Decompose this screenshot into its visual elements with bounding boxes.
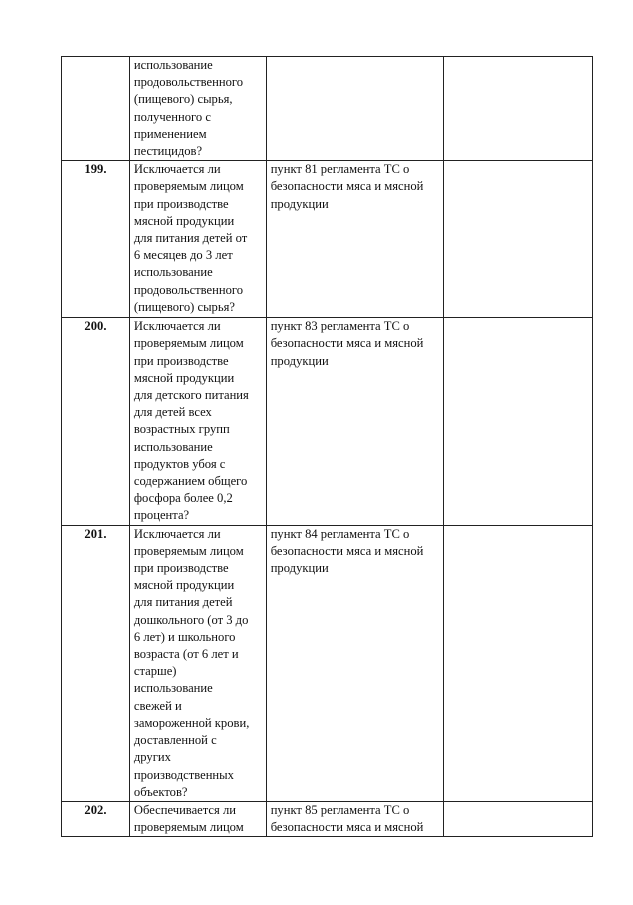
table-row xyxy=(62,525,593,801)
reference-cell xyxy=(266,57,443,161)
question-line: мясной продукции xyxy=(133,370,235,385)
reference-line: безопасности мяса и мясной xyxy=(270,820,424,835)
question-line: других xyxy=(133,750,171,765)
question-line: пестицидов? xyxy=(133,144,203,159)
question-line: при производстве xyxy=(133,196,229,211)
question-line: использование xyxy=(133,439,213,454)
question-line: Исключается ли xyxy=(133,319,221,334)
table-row xyxy=(62,801,593,836)
reference-line: пункт 81 регламента ТС о xyxy=(270,162,410,177)
question-line: Исключается ли xyxy=(133,526,221,541)
note-cell xyxy=(444,57,593,161)
question-cell xyxy=(129,525,266,801)
row-number: 200. xyxy=(84,319,107,334)
reference-line: безопасности мяса и мясной xyxy=(270,336,424,351)
question-line: мясной продукции xyxy=(133,213,235,228)
question-line: доставленной с xyxy=(133,733,217,748)
question-line: мясной продукции xyxy=(133,578,235,593)
question-line: процента? xyxy=(133,508,190,523)
question-line: полученного с xyxy=(133,109,211,124)
question-line: проверяемым лицом xyxy=(133,336,244,351)
question-line: объектов? xyxy=(133,784,188,799)
question-line: 6 месяцев до 3 лет xyxy=(133,248,233,263)
question-line: производственных xyxy=(133,767,234,782)
question-line: проверяемым лицом xyxy=(133,543,244,558)
row-number: 202. xyxy=(84,802,107,817)
question-line: использование xyxy=(133,681,213,696)
row-number: 199. xyxy=(84,162,107,177)
table-row xyxy=(62,57,593,161)
question-line: использование xyxy=(133,265,213,280)
question-line: при производстве xyxy=(133,561,229,576)
question-line: Обеспечивается ли xyxy=(133,802,236,817)
question-line: проверяемым лицом xyxy=(133,179,244,194)
row-number: 201. xyxy=(84,526,107,541)
question-line: возраста (от 6 лет и xyxy=(133,647,239,662)
reference-line: продукции xyxy=(270,561,329,576)
reference-line: пункт 83 регламента ТС о xyxy=(270,319,410,334)
reference-cell xyxy=(266,801,443,836)
row-number-cell xyxy=(62,318,130,525)
row-number-cell xyxy=(62,57,130,161)
row-number-cell xyxy=(62,161,130,318)
question-line: свежей и xyxy=(133,698,182,713)
question-line: для питания детей xyxy=(133,595,233,610)
note-cell xyxy=(444,525,593,801)
question-line: проверяемым лицом xyxy=(133,820,244,835)
question-cell xyxy=(129,57,266,161)
question-line: возрастных групп xyxy=(133,422,230,437)
reference-line: пункт 85 регламента ТС о xyxy=(270,802,410,817)
question-line: для питания детей от xyxy=(133,231,248,246)
question-line: продуктов убоя с xyxy=(133,456,226,471)
reference-line: пункт 84 регламента ТС о xyxy=(270,526,410,541)
note-cell xyxy=(444,318,593,525)
reference-line: безопасности мяса и мясной xyxy=(270,543,424,558)
question-line: применением xyxy=(133,126,207,141)
question-line: для детского питания xyxy=(133,388,249,403)
reference-line: продукции xyxy=(270,196,329,211)
checklist-table xyxy=(61,56,593,837)
question-line: 6 лет) и школьного xyxy=(133,629,236,644)
question-line: продовольственного xyxy=(133,282,244,297)
question-line: замороженной крови, xyxy=(133,715,250,730)
reference-cell xyxy=(266,161,443,318)
question-line: продовольственного xyxy=(133,75,244,90)
reference-line: безопасности мяса и мясной xyxy=(270,179,424,194)
question-line: при производстве xyxy=(133,353,229,368)
question-line: старше) xyxy=(133,664,177,679)
question-line: использование xyxy=(133,58,213,72)
row-number-cell xyxy=(62,525,130,801)
question-line: Исключается ли xyxy=(133,162,221,177)
question-line: (пищевого) сырья, xyxy=(133,92,233,107)
question-cell xyxy=(129,161,266,318)
question-line: дошкольного (от 3 до xyxy=(133,612,249,627)
question-line: для детей всех xyxy=(133,405,212,420)
question-cell xyxy=(129,318,266,525)
reference-line: продукции xyxy=(270,353,329,368)
table-row xyxy=(62,161,593,318)
reference-cell xyxy=(266,318,443,525)
question-cell xyxy=(129,801,266,836)
reference-cell xyxy=(266,525,443,801)
question-line: (пищевого) сырья? xyxy=(133,299,235,314)
question-line: содержанием общего xyxy=(133,474,248,489)
table-row xyxy=(62,318,593,525)
note-cell xyxy=(444,161,593,318)
question-line: фосфора более 0,2 xyxy=(133,491,233,506)
row-number-cell xyxy=(62,801,130,836)
note-cell xyxy=(444,801,593,836)
